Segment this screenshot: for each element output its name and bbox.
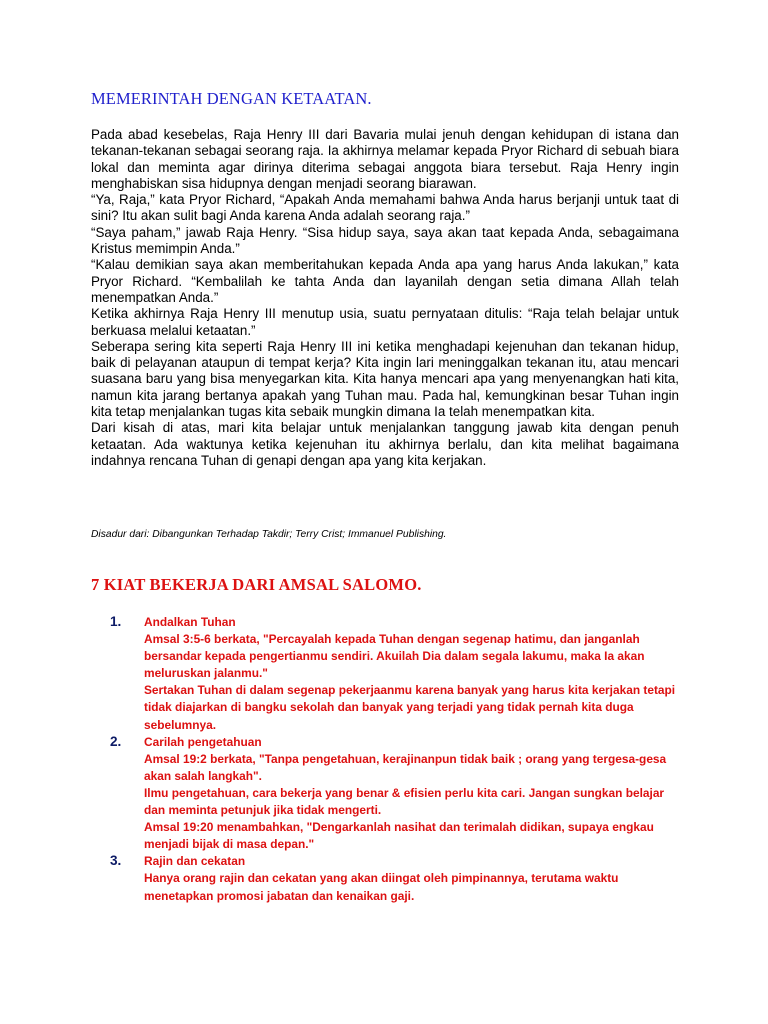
tip-number: 1. <box>110 614 122 629</box>
tip-item <box>110 853 680 904</box>
story-paragraph: “Ya, Raja,” kata Pryor Richard, “Apakah Anda memahami bahwa Anda harus berjanji untuk taat di sini? Itu akan sulit bagi Anda karena Anda adalah seorang raja.” <box>91 192 679 224</box>
section-title-ketaatan: MEMERINTAH DENGAN KETAATAN. <box>91 89 372 108</box>
tip-text: Amsal 19:2 berkata, "Tanpa pengetahuan, kerajinanpun tidak baik ; orang yang tergesa-gesa akan salah langkah". <box>144 751 667 783</box>
tip-item <box>110 614 680 734</box>
tip-heading: Rajin dan cekatan <box>144 854 246 869</box>
story-paragraph: Pada abad kesebelas, Raja Henry III dari Bavaria mulai jenuh dengan kehidupan di istana dan tekanan-tekanan sebagai seorang raja. Ia akhirnya melamar kepada Pryor Richard di sebuah biara lokal dan meminta agar dirinya diterima sebagai anggota biara tersebut. Raja Henry ingin menghabiskan sisa hidupnya dengan menjadi seorang biarawan. <box>91 127 679 191</box>
tip-text: Amsal 3:5-6 berkata, "Percayalah kepada Tuhan dengan segenap hatimu, dan janganlah bersandar kepada pengertianmu sendiri. Akuilah Dia dalam segala lakumu, maka Ia akan meluruskan jalanmu." <box>144 632 645 681</box>
tip-text: Amsal 19:20 menambahkan, "Dengarkanlah nasihat dan terimalah didikan, supaya engkau menjadi bijak di masa depan." <box>144 820 654 852</box>
tip-item <box>110 734 680 854</box>
tip-number: 2. <box>110 733 122 749</box>
tip-text: Hanya orang rajin dan cekatan yang akan diingat oleh pimpinannya, terutama waktu menetapkan promosi jabatan dan kenaikan gaji. <box>144 871 619 903</box>
story-paragraph: “Kalau demikian saya akan memberitahukan kepada Anda apa yang harus Anda lakukan,” kata Pryor Richard. “Kembalilah ke tahta Anda dan layanilah dengan setia dimana Allah telah menempatkan Anda.” <box>91 257 679 305</box>
tip-number: 3. <box>110 853 122 869</box>
tip-heading: Carilah pengetahuan <box>144 734 262 749</box>
story-paragraph: “Saya paham,” jawab Raja Henry. “Sisa hidup saya, saya akan taat kepada Anda, sebagaimana Kristus memimpin Anda.” <box>91 224 679 257</box>
tip-text: Ilmu pengetahuan, cara bekerja yang benar & efisien perlu kita cari. Jangan sungkan belajar dan meminta petunjuk jika tidak mengerti. <box>144 785 665 818</box>
story-paragraph: Ketika akhirnya Raja Henry III menutup usia, suatu pernyataan ditulis: “Raja telah belajar untuk berkuasa melalui ketaatan.” <box>91 306 679 338</box>
tips-list <box>110 614 680 905</box>
tip-text: Sertakan Tuhan di dalam segenap pekerjaanmu karena banyak yang harus kita kerjakan tetapi tidak diajarkan di bangku sekolah dan banyak yang terjadi yang tidak pernah kita duga sebelumnya. <box>144 683 676 732</box>
story-body <box>91 127 679 469</box>
story-paragraph: Dari kisah di atas, mari kita belajar untuk menjalankan tanggung jawab kita dengan penuh ketaatan. Ada waktunya ketika kejenuhan itu akhirnya berlalu, dan kita melihat bagaimana indahnya rencana Tuhan di genapi dengan apa yang kita kerjakan. <box>91 420 679 468</box>
story-paragraph: Seberapa sering kita seperti Raja Henry III ini ketika menghadapi kejenuhan dan tekanan hidup, baik di pelayanan ataupun di tempat kerja? Kita ingin lari meninggalkan tekanan itu, atau mencari suasana baru yang bisa menyegarkan kita. Kita hanya mencari apa yang menyenangkan hati kita, namun kita jarang bertanya apakah yang Tuhan mau. Pada hal, kemungkinan besar Tuhan ingin kita tetap menjalankan tugas kita sebaik mungkin dimana Ia telah menempatkan kita. <box>91 338 679 420</box>
section-title-kiat: 7 KIAT BEKERJA DARI AMSAL SALOMO. <box>91 575 422 594</box>
source-citation: Disadur dari: Dibangunkan Terhadap Takdir; Terry Crist; Immanuel Publishing. <box>91 529 447 540</box>
tip-heading: Andalkan Tuhan <box>144 615 236 629</box>
